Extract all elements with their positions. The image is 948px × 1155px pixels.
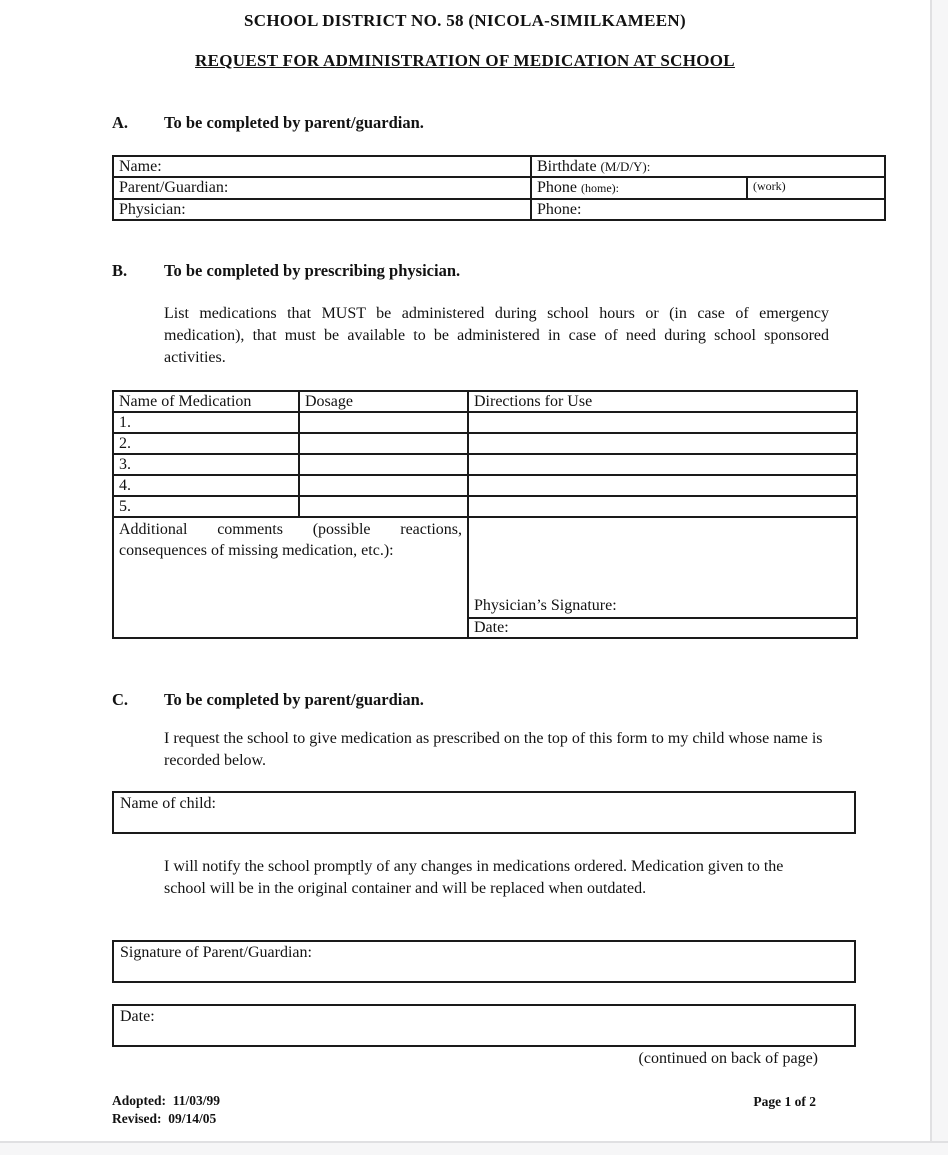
date-label: Date: (120, 1008, 155, 1025)
medication-1-name-cell[interactable] (113, 412, 299, 433)
date-field[interactable] (112, 1004, 856, 1047)
name-of-child-label: Name of child: (120, 795, 216, 812)
table-row (113, 199, 885, 220)
medication-name-header: Name of Medication (113, 391, 299, 412)
section-a-letter: A. (112, 113, 129, 132)
birthdate-format-label: (M/D/Y): (600, 158, 651, 174)
section-c-heading (112, 690, 424, 710)
medication-row-2 (113, 433, 857, 454)
medication-4-name-cell[interactable] (113, 475, 299, 496)
medication-3-name-cell[interactable] (113, 454, 299, 475)
medication-header-row (113, 391, 857, 412)
continued-note: (continued on back of page) (638, 1050, 818, 1067)
row-number: 2. (119, 434, 131, 452)
physician-signature-label: Physician’s Signature: (474, 597, 617, 614)
parent-guardian-table (112, 155, 886, 221)
medication-2-directions-cell[interactable] (468, 433, 857, 454)
parent-signature-label: Signature of Parent/Guardian: (120, 944, 312, 961)
birthdate-label: Birthdate (537, 157, 601, 175)
medication-row-4 (113, 475, 857, 496)
medication-table (112, 390, 858, 639)
name-field-cell[interactable] (113, 156, 531, 177)
medication-5-dosage-cell[interactable] (299, 496, 468, 517)
phone-work-qualifier: (work) (753, 179, 786, 193)
adopted-date: Adopted: 11/03/99 (112, 1093, 221, 1108)
phone-home-qualifier: (home): (581, 181, 619, 195)
section-c-heading-label: To be completed by parent/guardian. (164, 690, 424, 709)
parent-signature-field[interactable] (112, 940, 856, 983)
dosage-header: Dosage (299, 391, 468, 412)
additional-comments-label: Additional comments (possible reactions, consequences of missing medication, etc.): (119, 521, 462, 559)
section-b-instructions: List medications that MUST be administered during school hours or (in case of emergency medication), that must be available to be administered in case of need during school sponsored activities. (164, 305, 829, 366)
medication-row-5 (113, 496, 857, 517)
page-number: Page 1 of 2 (753, 1094, 816, 1109)
section-b-letter: B. (112, 261, 128, 280)
medication-3-dosage-cell[interactable] (299, 454, 468, 475)
medication-3-directions-cell[interactable] (468, 454, 857, 475)
birthdate-field-cell[interactable] (531, 156, 885, 177)
row-number: 3. (119, 455, 131, 473)
revised-date: Revised: 09/14/05 (112, 1111, 217, 1126)
row-number: 4. (119, 476, 131, 494)
physician-phone-field-cell[interactable] (531, 199, 885, 220)
comments-signature-row (113, 517, 857, 618)
section-c-letter: C. (112, 690, 129, 709)
phone-home-field-cell[interactable] (531, 177, 747, 199)
medication-5-directions-cell[interactable] (468, 496, 857, 517)
parent-guardian-field-cell[interactable] (113, 177, 531, 199)
district-title: SCHOOL DISTRICT NO. 58 (NICOLA-SIMILKAMEEN) (244, 11, 686, 30)
request-statement: I request the school to give medication as prescribed on the top of this form to my child whose name is recorded below. (164, 730, 823, 769)
name-of-child-field[interactable] (112, 791, 856, 834)
section-b-heading (112, 261, 460, 281)
medication-1-directions-cell[interactable] (468, 412, 857, 433)
medication-1-dosage-cell[interactable] (299, 412, 468, 433)
table-row (113, 156, 885, 177)
form-title: REQUEST FOR ADMINISTRATION OF MEDICATION AT SCHOOL (195, 51, 735, 70)
row-number: 1. (119, 413, 131, 431)
phone-home-label: Phone (537, 179, 581, 196)
section-a-heading-label: To be completed by parent/guardian. (164, 113, 424, 132)
physician-signature-cell[interactable] (468, 517, 857, 618)
physician-date-cell[interactable] (468, 618, 857, 638)
medication-row-1 (113, 412, 857, 433)
medication-2-name-cell[interactable] (113, 433, 299, 454)
directions-header: Directions for Use (468, 391, 857, 412)
physician-field-cell[interactable] (113, 199, 531, 220)
row-number: 5. (119, 497, 131, 515)
additional-comments-cell[interactable] (113, 517, 468, 638)
medication-5-name-cell[interactable] (113, 496, 299, 517)
notify-statement: I will notify the school promptly of any changes in medications ordered. Medication given to the school will be in the original container and will be replaced when outdated. (164, 858, 784, 897)
medication-4-dosage-cell[interactable] (299, 475, 468, 496)
phone-work-field-cell[interactable] (747, 177, 885, 199)
physician-phone-label: Phone: (537, 200, 582, 218)
medication-row-3 (113, 454, 857, 475)
physician-label: Physician: (119, 200, 186, 218)
medication-4-directions-cell[interactable] (468, 475, 857, 496)
parent-guardian-label: Parent/Guardian: (119, 179, 229, 196)
physician-date-label: Date: (474, 619, 509, 636)
page-bottom-edge (0, 1141, 948, 1155)
section-a-heading (112, 113, 424, 133)
name-label: Name: (119, 157, 162, 175)
page-right-edge (930, 0, 948, 1155)
medication-2-dosage-cell[interactable] (299, 433, 468, 454)
table-row (113, 177, 885, 199)
section-b-heading-label: To be completed by prescribing physician. (164, 261, 461, 280)
